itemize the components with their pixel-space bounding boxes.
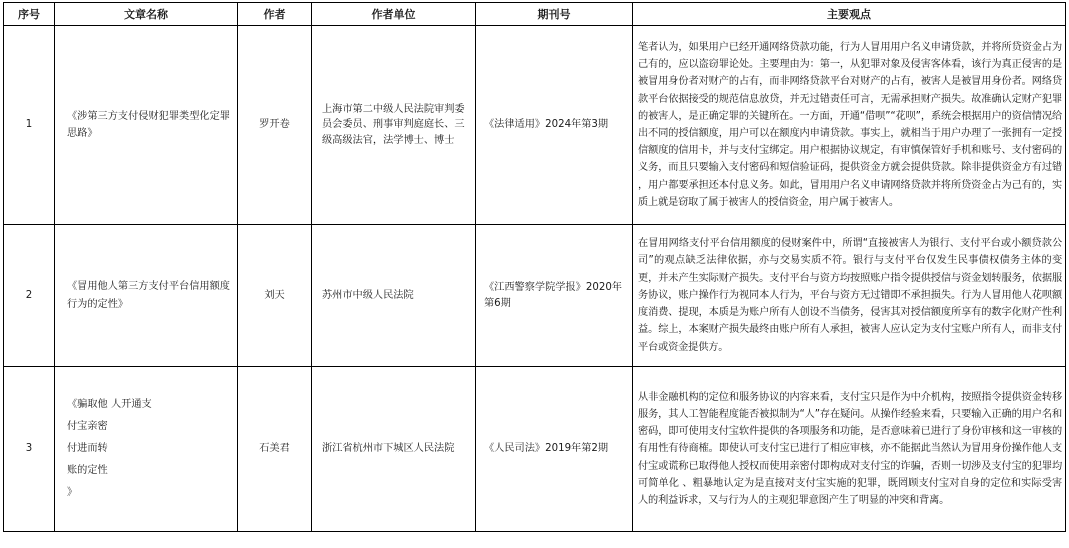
article-title-line: 付宝亲密 [67,421,108,432]
publication-issue: 《江西警察学院学报》2020年第6期 [476,225,633,367]
literature-table [3,2,1066,532]
publication-issue: 《法律适用》2024年第3期 [476,26,633,225]
table-row [4,26,1066,225]
article-title: 《冒用他人第三方支付平台信用额度行为的定性》 [55,225,238,367]
row-number: 2 [4,225,55,367]
header-unit: 作者单位 [312,3,476,26]
main-viewpoint: 从非金融机构的定位和服务协议的内容来看，支付宝只是作为中介机构，按照指令提供资金转移服务，其人工智能程度能否被拟制为“人”存在疑问。从操作经验来看，只要输入正确的用户名和密码，即可使用支付宝软件提供的各项服务和功能，是否意味着已进行了身份审核和这一审核的有用性有待商榷。即使认可支付宝已进行了相应审核，亦不能据此当然认为冒用身份操作他人支付宝或谎称已取得他人授权而使用亲密付即构成对支付宝的诈骗，否则一切涉及支付宝的犯罪均可简单化 、粗暴地认定为是直接对支付宝实施的犯罪，既罔顾支付宝对自身的定位和实际受害人的利益诉求，又与行为人的主观犯罪意图产生了明显的冲突和背离。 [633,367,1066,532]
author-name: 石美君 [238,367,312,532]
author-unit: 上海市第二中级人民法院审判委员会委员、刑事审判庭庭长、三级高级法官，法学博士、博士 [312,26,476,225]
author-name: 刘天 [238,225,312,367]
article-title-line: 《骗取他 人开通支 [67,399,152,410]
publication-issue: 《人民司法》2019年第2期 [476,367,633,532]
article-title-line: 》 [67,487,78,498]
table-row [4,225,1066,367]
article-title: 《涉第三方支付侵财犯罪类型化定罪思路》 [55,26,238,225]
header-no: 序号 [4,3,55,26]
literature-table-sheet [3,2,1066,532]
article-title [55,367,238,532]
header-title: 文章名称 [55,3,238,26]
table-row [4,367,1066,532]
header-row [4,3,1066,26]
header-viewpoint: 主要观点 [633,3,1066,26]
author-unit: 浙江省杭州市下城区人民法院 [312,367,476,532]
main-viewpoint: 在冒用网络支付平台信用额度的侵财案件中，所谓“直接被害人为银行、支付平台或小额贷款公司”的观点缺乏法律依据，亦与交易实质不符。银行与支付平台仅发生民事债权债务主体的变更，并未产生实际财产损失。支付平台与资方均按照账户指令提供授信与资金划转服务，依据服务协议，账户操作行为视同本人行为，平台与资方无过错即不承担损失。行为人冒用他人花呗额度消费、提现，本质是为账户所有人创设不当债务，侵害其对授信额度所享有的数字化财产性利益。综上，本案财产损失最终由账户所有人承担，被害人应认定为支付宝账户所有人，而非支付平台或资金提供方。 [633,225,1066,367]
row-number: 1 [4,26,55,225]
row-number: 3 [4,367,55,532]
author-unit: 苏州市中级人民法院 [312,225,476,367]
article-title-line: 账的定性 [67,465,108,476]
article-title-line: 付进而转 [67,443,108,454]
author-name: 罗开卷 [238,26,312,225]
main-viewpoint: 笔者认为，如果用户已经开通网络贷款功能，行为人冒用用户名义申请贷款，并将所贷资金占为己有的，应以盗窃罪论处。主要理由为：第一，从犯罪对象及侵害客体看，该行为真正侵害的是 被冒用身份者对财产的占有，而非网络贷款平台对财产的占有，被害人是被冒用身份者。网络贷款平台依据接受的规范信息放贷，并无过错责任可言，无需承担财产损失。故准确认定财产犯罪的被害人，是正确定罪的关键所在。一方面，开通“借呗”“花呗”，系统会根据用户的资信情况给出不同的授信额度，用户可以在额度内申请贷款。事实上，就相当于用户办理了一张拥有一定授信额度的信用卡，并与支付宝绑定。用户根据协议规定，有审慎保管好手机和账号、支付密码的义务，而且只要输入支付密码和短信验证码，提供资金方就会提供贷款。除非提供资金方有过错 ，用户都要承担还本付息义务。如此，冒用用户名义申请网络贷款并将所贷资金占为己有的，实质上就是窃取了属于被害人的授信资金，用户属于被害人。 [633,26,1066,225]
header-author: 作者 [238,3,312,26]
header-publication: 期刊号 [476,3,633,26]
